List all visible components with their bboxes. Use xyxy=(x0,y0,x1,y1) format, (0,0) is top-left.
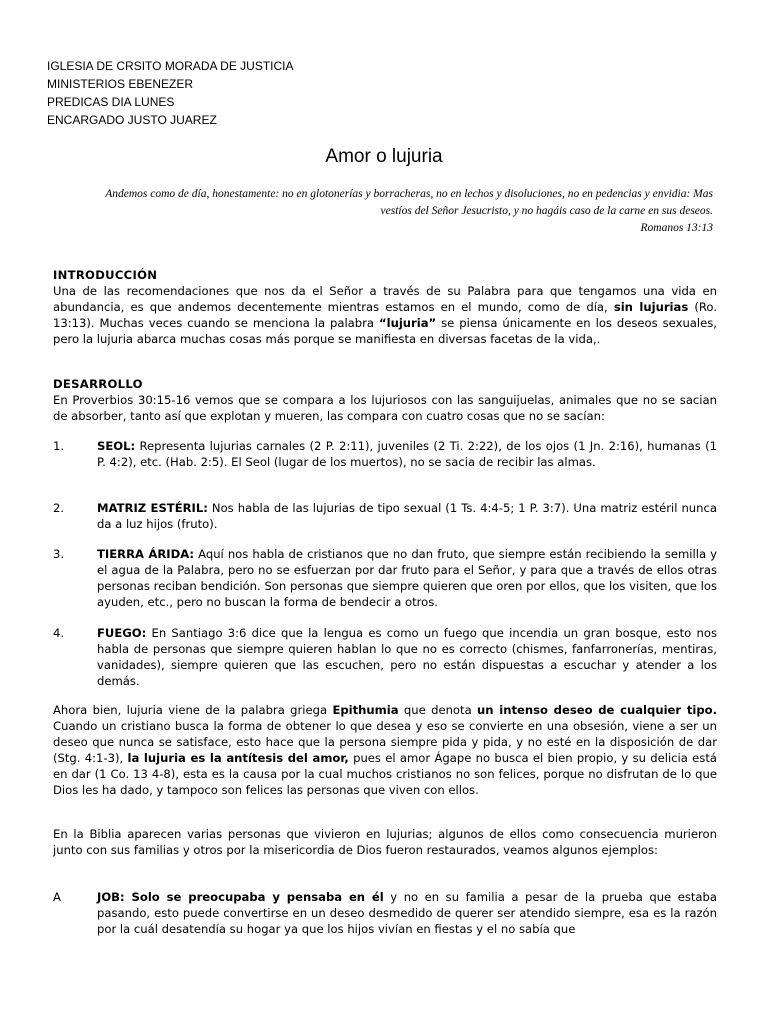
header-line: IGLESIA DE CRSITO MORADA DE JUSTICIA xyxy=(47,59,294,73)
list-item xyxy=(53,438,717,470)
text-run: Una de las recomendaciones que nos da el Señor a través de su Palabra para que tengamos una vida en abundancia, es que andemos decentemente mientras estamos en el mundo, como de día, xyxy=(53,284,717,314)
desarrollo-paragraph: En Proverbios 30:15-16 vemos que se compara a los lujuriosos con las sanguijuelas, animales que no se sacian de absorber, tanto así que explotan y mueren, las compara con cuatro cosas que no se sacían: xyxy=(53,393,717,423)
section-heading: INTRODUCCIÓN xyxy=(53,268,158,282)
text-run: Ahora bien, lujuria viene de la palabra griega xyxy=(53,703,333,717)
church-header xyxy=(47,57,294,129)
item-label: JOB: Solo se preocupaba y pensaba en él xyxy=(97,890,384,904)
list-item xyxy=(53,625,717,689)
epigraph-text: Andemos como de día, honestamente: no en glotonerías y borracheras, no en lechos y disoluciones, no en pedencias y envidia: Mas vestíos del Señor Jesucristo, y no hagáis caso de la carne en sus deseos. xyxy=(105,188,713,217)
text-run: Cuando un cristiano busca la forma de obtener lo que desea y eso se convierte en una obsesión, viene a ser un deseo que nunca se satisface, esto hace que la persona siempre pida y pida, y no esté en la disposición de dar (Stg. 4:1-3), xyxy=(53,719,717,765)
epigraph-reference: Romanos 13:13 xyxy=(640,222,713,234)
item-label: FUEGO: xyxy=(97,626,147,640)
desarrollo-section xyxy=(53,376,717,424)
bold-run: “lujuria” xyxy=(378,316,437,330)
biblia-paragraph: En la Biblia aparecen varias personas que vivieron en lujurias; algunos de ellos como consecuencia murieron junto con sus familias y otros por la misericordia de Dios fueron restaurados, veamos algunos ejemplos: xyxy=(53,827,717,857)
item-text: Nos habla de las lujurias de tipo sexual (1 Ts. 4:4-5; 1 P. 3:7). Una matriz estéril nunca da a luz hijos (fruto). xyxy=(97,501,717,531)
bold-run: sin lujurias xyxy=(613,300,689,314)
item-text: Aquí nos habla de cristianos que no dan fruto, que siempre están recibiendo la semilla y el agua de la Palabra, pero no se esfuerzan por dar fruto para el Señor, y para que a través de ellos otras personas reciban bendición. Son personas que siempre quieren que oren por ellos, que los visiten, que los ayuden, etc., pero no buscan la forma de bendecir a otros. xyxy=(97,547,717,609)
header-line: MINISTERIOS EBENEZER xyxy=(47,77,194,91)
list-item xyxy=(53,500,717,532)
item-number: 2. xyxy=(53,501,65,515)
intro-paragraph xyxy=(53,283,717,347)
item-label: TIERRA ÁRIDA: xyxy=(97,547,195,561)
bold-run: un intenso deseo de cualquier tipo. xyxy=(477,703,718,717)
header-line: ENCARGADO JUSTO JUAREZ xyxy=(47,113,217,127)
bold-run: la lujuria es la antítesis del amor, xyxy=(127,751,349,765)
header-line: PREDICAS DIA LUNES xyxy=(47,95,175,109)
text-run: se piensa únicamente en los deseos sexuales, pero la lujuria abarca muchas cosas más porque se manifiesta en diversas facetas de la vida,. xyxy=(53,316,717,346)
item-number: 3. xyxy=(53,547,65,561)
item-number: 4. xyxy=(53,626,65,640)
item-text: En Santiago 3:6 dice que la lengua es como un fuego que incendia un gran bosque, esto nos habla de personas que siempre quieren hablan lo que no es correcto (chismes, fanfarronerías, mentiras, vanidades), siempre quieren que las escuchen, pero no están dispuestas a escuchar y atender a los demás. xyxy=(97,626,717,688)
list-item xyxy=(53,889,717,937)
text-run: (Ro. 13:13). Muchas veces cuando se menciona la palabra xyxy=(53,300,717,330)
section-heading: DESARROLLO xyxy=(53,377,143,391)
text-run: que denota xyxy=(398,703,478,717)
page-title: Amor o lujuria xyxy=(325,146,443,167)
item-label: SEOL: xyxy=(97,439,136,453)
text-run: pues el amor Ágape no busca el bien propio, y su delicia está en dar (1 Co. 13 4-8), esta es la causa por la cual muchos cristianos no son felices, porque no disfrutan de lo que Dios les ha dado, y tampoco son felices las personas que viven con ellos. xyxy=(53,751,717,797)
intro-section xyxy=(53,267,717,347)
item-number: 1. xyxy=(53,439,65,453)
list-item xyxy=(53,546,717,610)
item-text: Representa lujurias carnales (2 P. 2:11), juveniles (2 Ti. 2:22), de los ojos (1 Jn. 2:16), humanas (1 P. 4:2), etc. (Hab. 2:5). El Seol (lugar de los muertos), no se sacia de recibir las almas. xyxy=(97,439,717,469)
epithumia-paragraph xyxy=(53,702,717,798)
item-label: MATRIZ ESTÉRIL: xyxy=(97,501,208,515)
epigraph xyxy=(90,186,713,237)
item-text: y no en su familia a pesar de la prueba que estaba pasando, esto puede convertirse en un deseo desmedido de querer ser atendido siempre, esa es la razón por la cuál desatendía su hogar ya que los hijos vivían en fiestas y el no sabía que xyxy=(97,890,718,936)
bold-run: Epithumia xyxy=(332,703,399,717)
item-number: A xyxy=(53,890,61,904)
